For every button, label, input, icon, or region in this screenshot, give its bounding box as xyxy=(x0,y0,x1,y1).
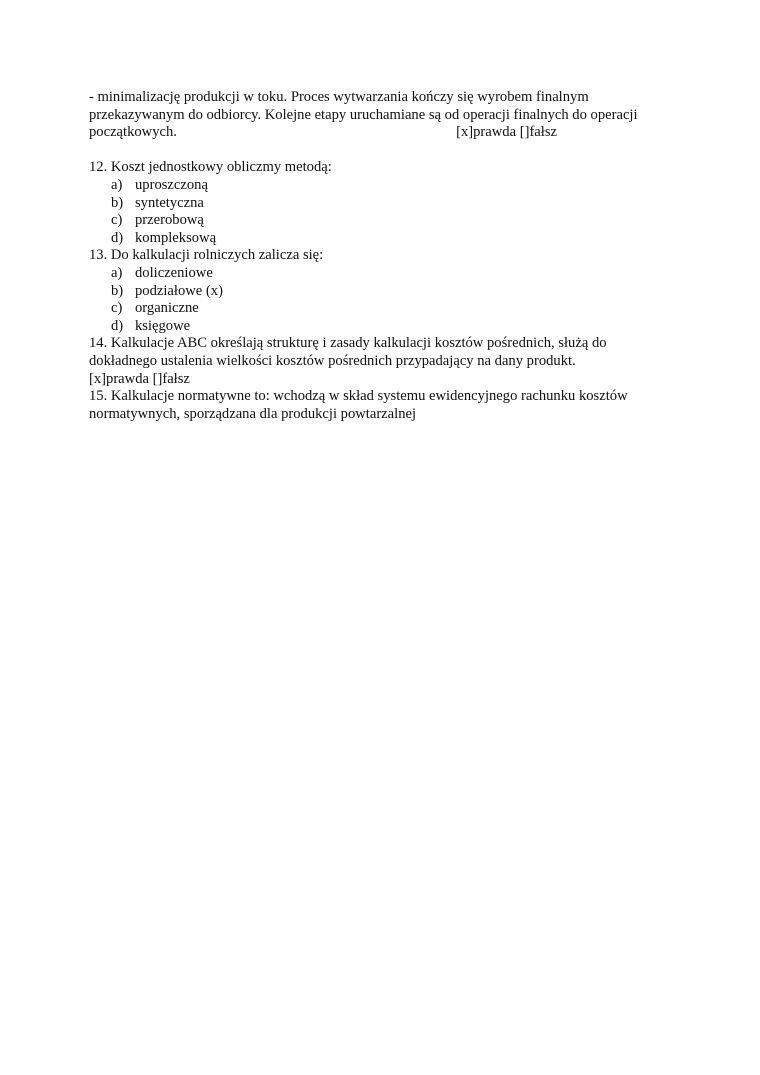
intro-line-3-text: początkowych. xyxy=(89,124,177,141)
option-text: kompleksową xyxy=(135,229,217,246)
option-letter: b) xyxy=(111,194,124,211)
question-13: 13. Do kalkulacji rolniczych zalicza się: xyxy=(89,247,324,264)
q12-option-a xyxy=(89,177,679,195)
intro-line-3 xyxy=(89,124,679,142)
option-text: doliczeniowe xyxy=(135,264,213,281)
option-text: podziałowe (x) xyxy=(135,282,223,299)
q12-option-b xyxy=(89,195,679,213)
q13-option-d xyxy=(89,318,679,336)
option-letter: b) xyxy=(111,282,124,299)
spacer xyxy=(89,142,679,160)
q13-option-a xyxy=(89,265,679,283)
question-12: 12. Koszt jednostkowy obliczmy metodą: xyxy=(89,159,332,176)
option-letter: d) xyxy=(111,229,124,246)
option-letter: c) xyxy=(111,300,123,317)
option-text: księgowe xyxy=(135,317,191,334)
option-text: przerobową xyxy=(135,212,204,229)
question-14-line-1: 14. Kalkulacje ABC określają strukturę i zasady kalkulacji kosztów pośrednich, służą do xyxy=(89,335,607,352)
option-letter: a) xyxy=(111,176,123,193)
question-14-line-2: dokładnego ustalenia wielkości kosztów pośrednich przypadający na dany produkt. xyxy=(89,352,576,369)
intro-answer: [x]prawda []fałsz xyxy=(456,124,557,141)
q12-option-d xyxy=(89,230,679,248)
question-14-answer: [x]prawda []fałsz xyxy=(89,370,190,387)
option-letter: d) xyxy=(111,317,124,334)
q13-option-c xyxy=(89,300,679,318)
question-15-line-1: 15. Kalkulacje normatywne to: wchodzą w skład systemu ewidencyjnego rachunku kosztów xyxy=(89,388,628,405)
intro-line-1: - minimalizację produkcji w toku. Proces wytwarzania kończy się wyrobem finalnym xyxy=(89,89,589,105)
question-15-line-2: normatywnych, sporządzana dla produkcji powtarzalnej xyxy=(89,405,417,422)
document-body xyxy=(89,89,679,423)
option-letter: a) xyxy=(111,264,123,281)
option-text: uproszczoną xyxy=(135,176,208,193)
option-text: organiczne xyxy=(135,300,199,317)
q13-option-b xyxy=(89,283,679,301)
intro-line-2: przekazywanym do odbiorcy. Kolejne etapy uruchamiane są od operacji finalnych do operacji xyxy=(89,106,638,123)
option-text: syntetyczna xyxy=(135,194,204,211)
option-letter: c) xyxy=(111,212,123,229)
q12-option-c xyxy=(89,212,679,230)
